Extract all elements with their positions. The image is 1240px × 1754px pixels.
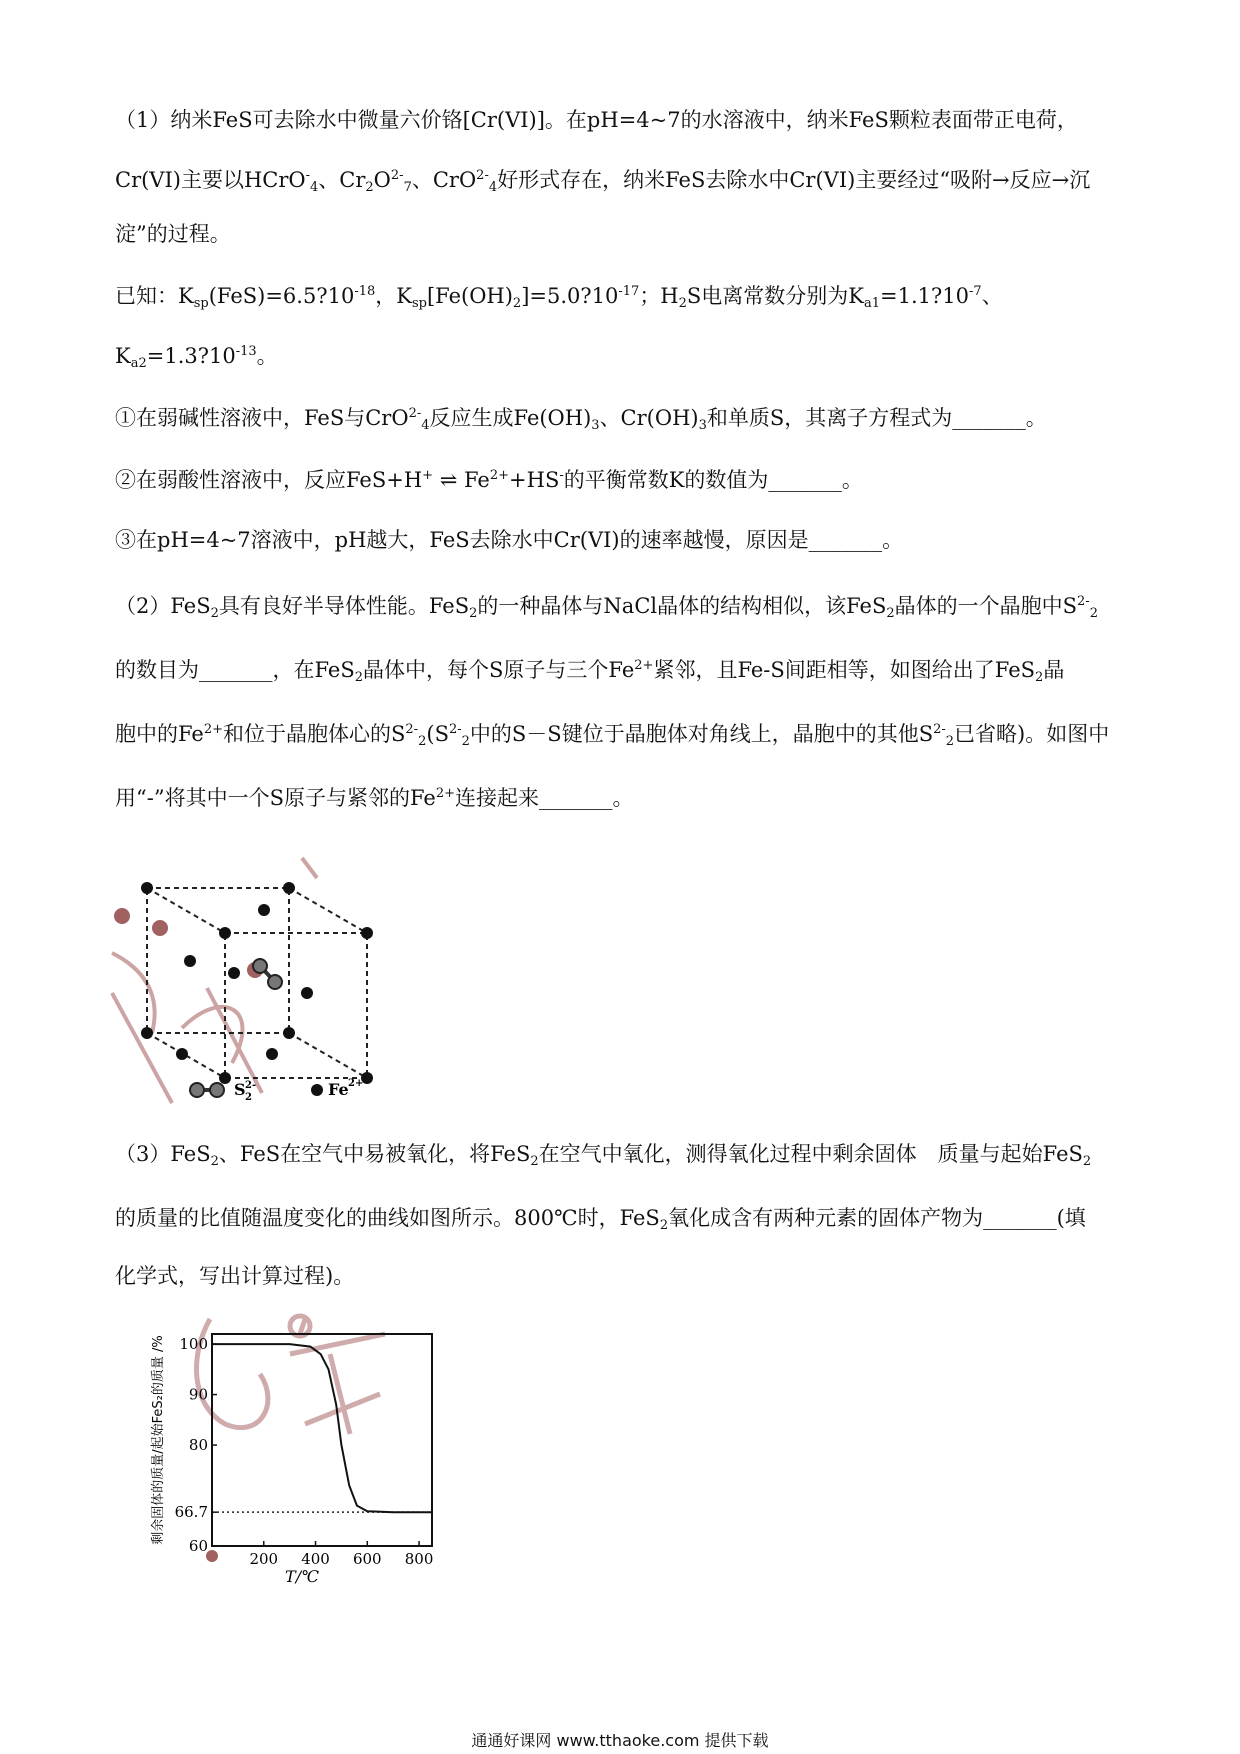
part2-line3: 胞中的$Fe^{2+}$和位于晶胞体心的$S^{2-}_2(S^{2-}_2$中的S－S键位于晶胞体对角线上，晶胞中的其他$S^{2-}_2$已省略)。如图中 <box>115 722 1110 749</box>
part2-line1: （2）FeS$_2$具有良好半导体性能。FeS$_2$的一种晶体与NaCl晶体的结构相似，该FeS$_2$晶体的一个晶胞中$S^{2-}_2$ <box>115 594 1098 621</box>
question-2: ②在弱酸性溶液中，反应FeS+H+ ⇌ $Fe^{2+}+HS^-$的平衡常数K的数值为_______。 <box>115 468 863 492</box>
legend-fe-label: Fe <box>328 1080 349 1099</box>
part1-line2: Cr(VI)主要以HCrO-$_4$、$Cr_2O^{2-}_7$、CrO$^{2-}_4$好形式存在，纳米FeS去除水中Cr(VI)主要经过“吸附→反应→沉 <box>115 168 1091 195</box>
part1-line3: 淀”的过程。 <box>115 222 231 246</box>
part2-line2: 的数目为_______，在FeS$_2$晶体中，每个S原子与三个$Fe^{2+}$紧邻，且Fe-S间距相等，如图给出了FeS$_2$晶 <box>115 658 1065 685</box>
fe-ion <box>141 1027 153 1039</box>
x-tick-label: 400 <box>301 1550 330 1568</box>
part3-line2: 的质量的比值随温度变化的曲线如图所示。800℃时，FeS$_2$氧化成含有两种元素的固体产物为_______(填 <box>115 1206 1086 1233</box>
fe-ion <box>301 987 313 999</box>
fe-ion <box>361 927 373 939</box>
plot-frame <box>212 1334 432 1546</box>
watermark-strokes <box>112 858 317 1103</box>
part3-line1: （3）FeS$_2$、FeS在空气中易被氧化，将FeS$_2$在空气中氧化，测得氧化过程中剩余固体 质量与起始FeS$_2$ <box>115 1142 1092 1169</box>
known-constants-line: 已知：$K_{sp}(FeS)=6.5?10^{-18}$，$K_{sp}[Fe(OH)_2]=5.0?10^{-17}$；$H_2S$电离常数分别为$K_{a1}=1.1?10^{-7}$、 <box>115 284 1003 311</box>
legend-s-label: S <box>234 1080 246 1099</box>
svg-text:2-: 2- <box>245 1080 257 1091</box>
svg-text:2: 2 <box>245 1092 252 1103</box>
known-constants-line2: $K_{a2}=1.3?10^{-13}$。 <box>115 344 278 371</box>
crystal-cell-figure <box>112 858 402 1114</box>
fe-ion <box>283 882 295 894</box>
fe-ions <box>141 882 373 1084</box>
y-tick-label: 100 <box>179 1335 208 1354</box>
x-axis-label: T/℃ <box>285 1567 319 1586</box>
x-tick-label: 800 <box>404 1550 434 1568</box>
part1-line1: （1）纳米FeS可去除水中微量六价铬[Cr(VI)]。在pH=4~7的水溶液中，纳米FeS颗粒表面带正电荷， <box>115 108 1078 132</box>
fe-ion <box>219 1072 231 1084</box>
y-tick-label: 90 <box>188 1385 208 1404</box>
question-3: ③在pH=4~7溶液中，pH越大，FeS去除水中Cr(VI)的速率越慢，原因是_______。 <box>115 528 904 552</box>
fe-ion <box>219 927 231 939</box>
fe-ion <box>184 955 196 967</box>
y-tick-label: 66.7 <box>174 1503 208 1522</box>
part2-line4: 用“-”将其中一个S原子与紧邻的$Fe^{2+}$连接起来_______。 <box>115 786 634 810</box>
fe-ion <box>258 904 270 916</box>
fe-ion <box>283 1027 295 1039</box>
y-tick-label: 80 <box>188 1436 208 1455</box>
x-tick-label: 200 <box>249 1550 279 1568</box>
fe-ion <box>141 882 153 894</box>
part3-line3: 化学式，写出计算过程)。 <box>115 1264 355 1288</box>
fe-ion <box>176 1048 188 1060</box>
footer-credit: 通通好课网 www.tthaoke.com 提供下载 <box>471 1731 769 1750</box>
figure-legend <box>190 1078 363 1103</box>
svg-text:2+: 2+ <box>348 1078 364 1089</box>
x-tick-label: 600 <box>352 1550 382 1568</box>
question-1: ①在弱碱性溶液中，FeS与CrO$^{2-}_4$反应生成$Fe(OH)_3$、$Cr(OH)_3$和单质S，其离子方程式为_______。 <box>115 406 1047 433</box>
fe-ion <box>228 967 240 979</box>
fe-ion <box>266 1048 278 1060</box>
mass-ratio-chart <box>130 1314 450 1586</box>
y-axis-label: 剩余固体的质量/起始FeS₂的质量 /% <box>151 1335 166 1545</box>
y-tick-label: 60 <box>188 1537 208 1555</box>
